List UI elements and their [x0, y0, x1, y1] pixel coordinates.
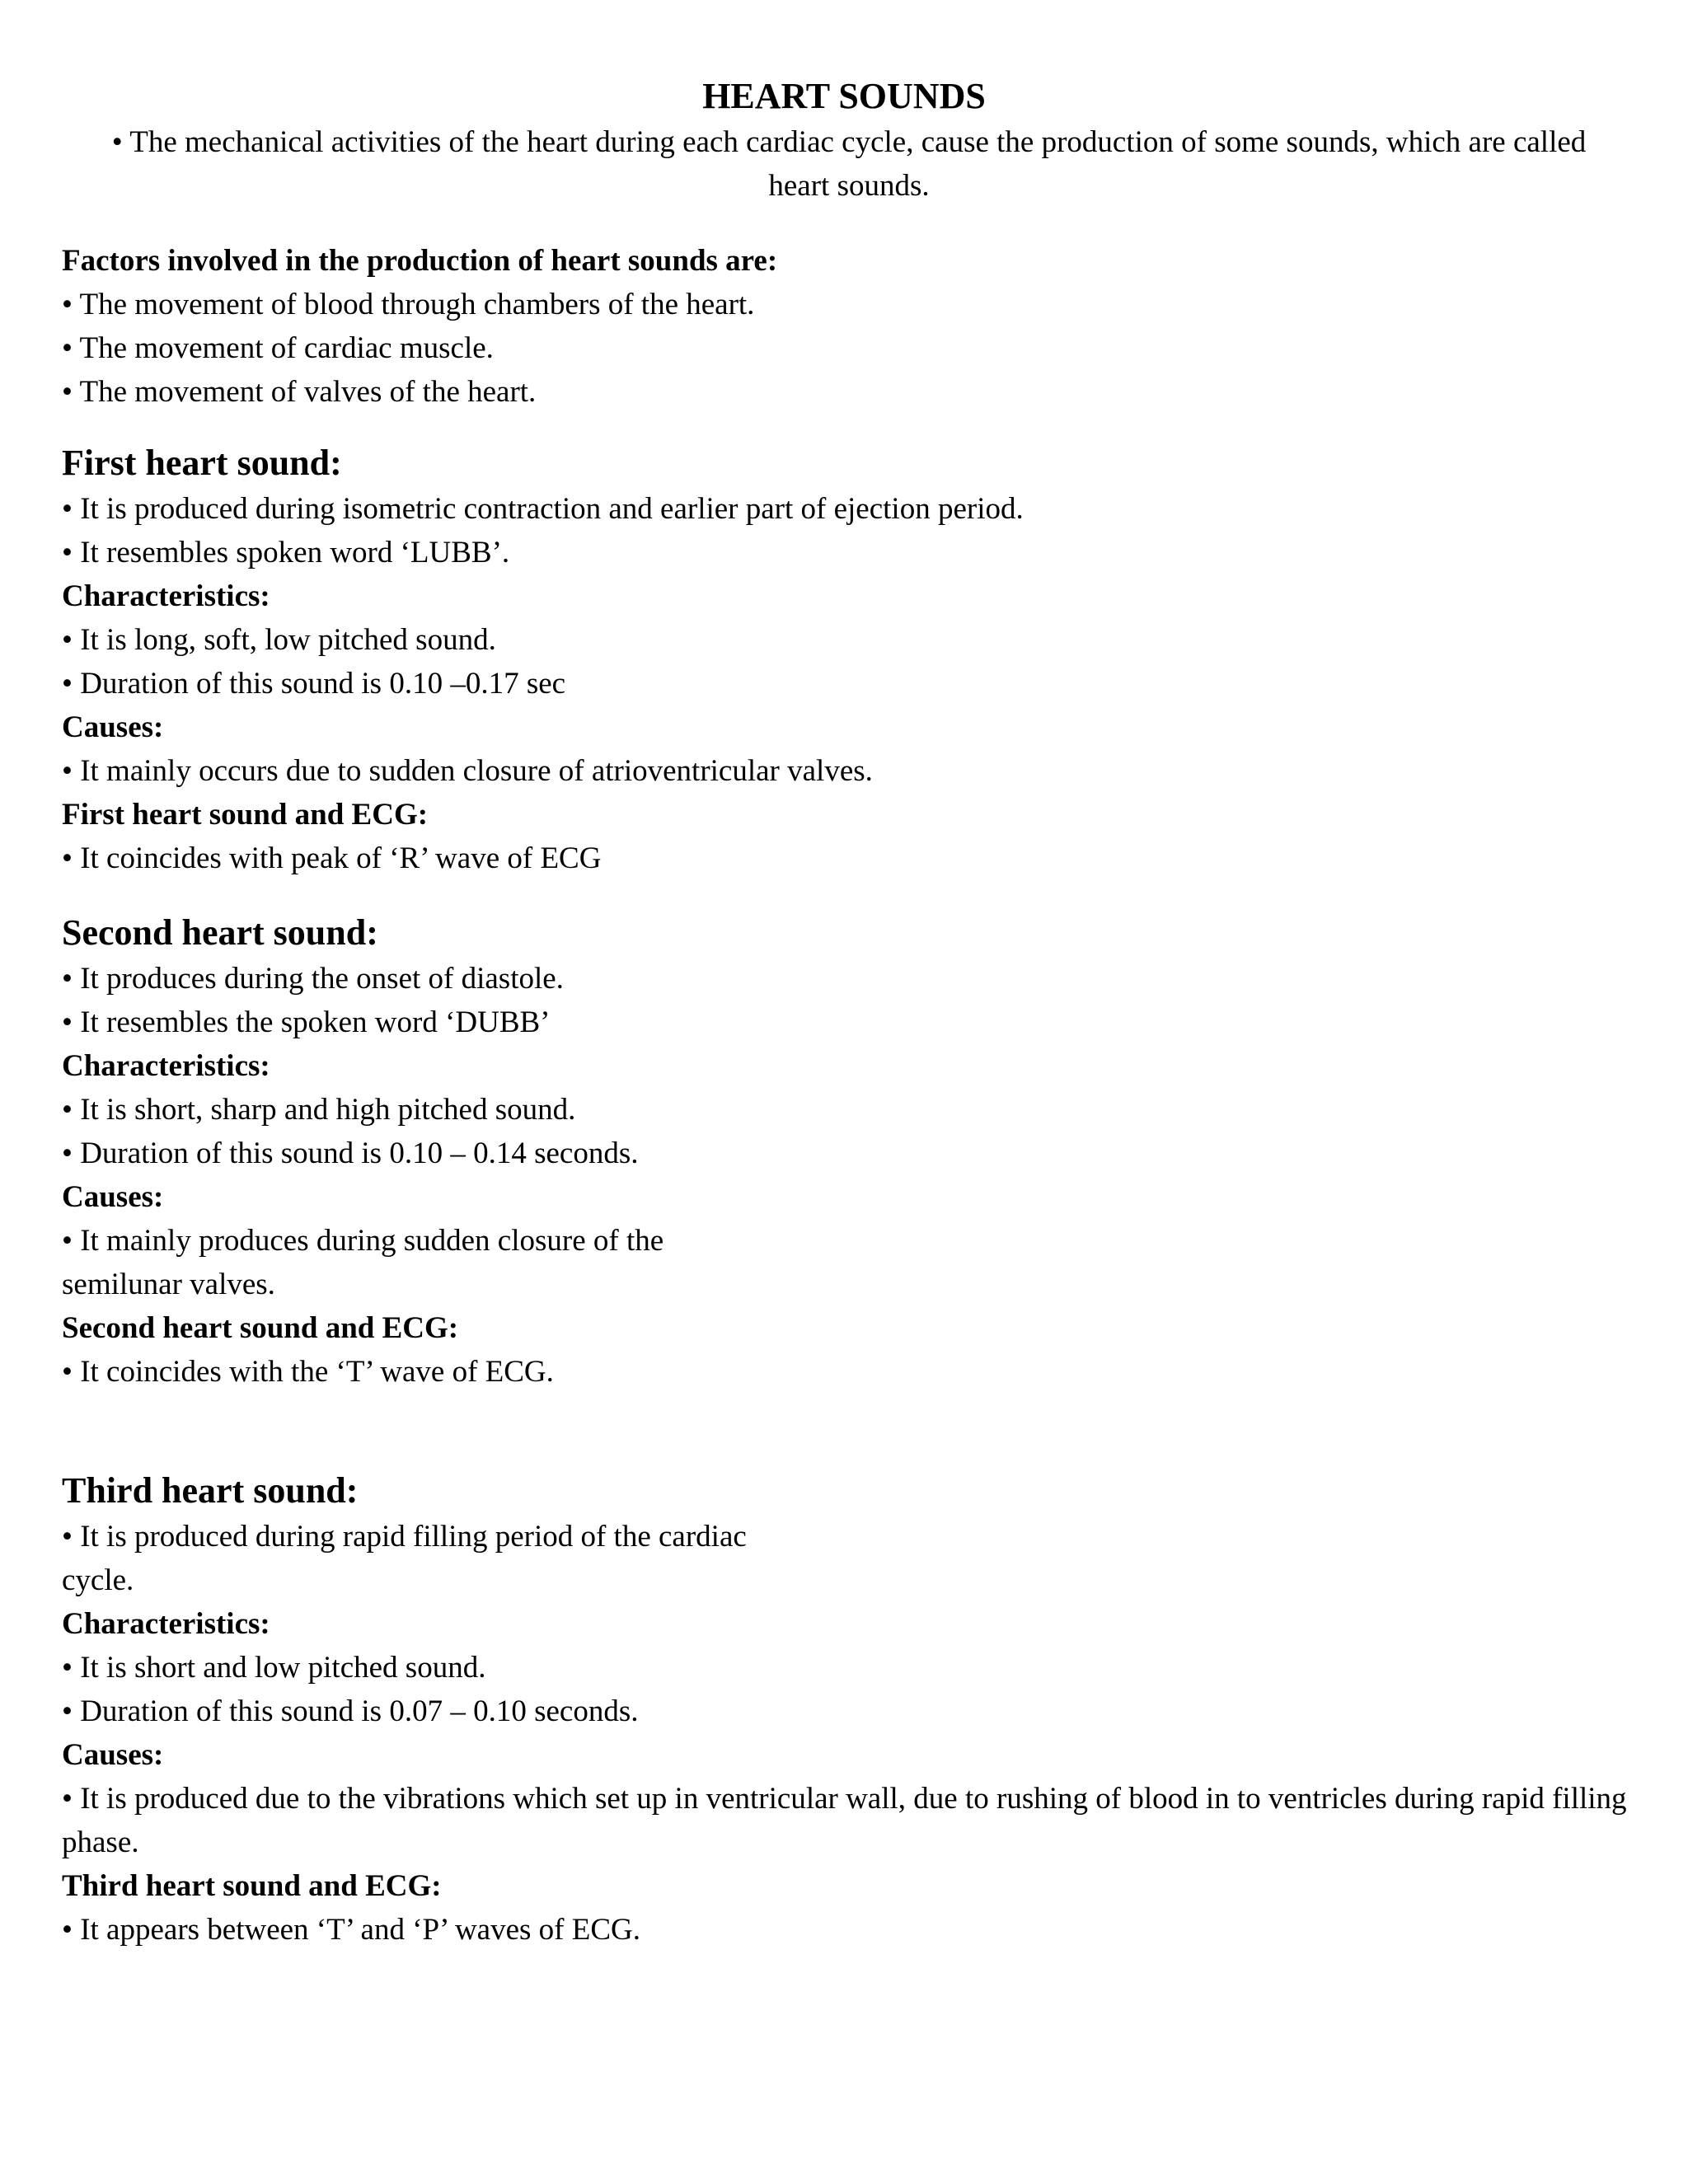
first-cause: • It mainly occurs due to sudden closure of atrioventricular valves.	[62, 754, 873, 788]
factors-section	[62, 239, 1628, 414]
second-characteristic: • It is short, sharp and high pitched sound.	[62, 1093, 576, 1127]
second-cause: • It mainly produces during sudden closure of the semilunar valves.	[62, 1224, 664, 1301]
third-cause: • It is produced due to the vibrations which set up in ventricular wall, due to rushing of blood in to ventricles during rapid filling phase.	[62, 1782, 1627, 1859]
third-ecg-item: • It appears between ‘T’ and ‘P’ waves of ECG.	[62, 1913, 640, 1947]
third-characteristics-heading: Characteristics:	[62, 1607, 270, 1641]
third-heart-sound-heading: Third heart sound:	[62, 1470, 359, 1511]
second-heart-sound-section	[62, 909, 1628, 1394]
factor-item: • The movement of valves of the heart.	[62, 375, 537, 409]
second-item: • It resembles the spoken word ‘DUBB’	[62, 1005, 551, 1039]
first-ecg-heading: First heart sound and ECG:	[62, 798, 429, 832]
first-heart-sound-section	[62, 439, 1628, 880]
third-characteristic: • It is short and low pitched sound.	[62, 1651, 486, 1685]
first-characteristics-heading: Characteristics:	[62, 579, 270, 613]
first-causes-heading: Causes:	[62, 710, 164, 744]
second-causes-heading: Causes:	[62, 1180, 164, 1214]
third-heart-sound-section	[62, 1467, 1628, 1952]
intro-paragraph: • The mechanical activities of the heart during each cardiac cycle, cause the production of some sounds, which are called heart sounds.	[111, 125, 1587, 203]
second-characteristic: • Duration of this sound is 0.10 – 0.14 seconds.	[62, 1137, 639, 1170]
factors-heading: Factors involved in the production of heart sounds are:	[62, 244, 778, 278]
first-characteristic: • Duration of this sound is 0.10 –0.17 sec	[62, 667, 566, 701]
first-item: • It resembles spoken word ‘LUBB’.	[62, 536, 510, 569]
first-characteristic: • It is long, soft, low pitched sound.	[62, 623, 496, 657]
second-ecg-heading: Second heart sound and ECG:	[62, 1311, 459, 1345]
factor-item: • The movement of cardiac muscle.	[62, 331, 494, 365]
second-heart-sound-heading: Second heart sound:	[62, 912, 378, 953]
factor-item: • The movement of blood through chambers of the heart.	[62, 288, 755, 321]
first-item: • It is produced during isometric contraction and earlier part of ejection period.	[62, 492, 1024, 526]
page-title: HEART SOUNDS	[702, 76, 986, 116]
third-characteristic: • Duration of this sound is 0.07 – 0.10 seconds.	[62, 1694, 639, 1728]
third-causes-heading: Causes:	[62, 1738, 164, 1772]
second-ecg-item: • It coincides with the ‘T’ wave of ECG.	[62, 1355, 554, 1389]
third-ecg-heading: Third heart sound and ECG:	[62, 1869, 442, 1903]
first-heart-sound-heading: First heart sound:	[62, 443, 342, 483]
second-item: • It produces during the onset of diastole.	[62, 962, 564, 996]
first-ecg-item: • It coincides with peak of ‘R’ wave of ECG	[62, 841, 602, 875]
second-characteristics-heading: Characteristics:	[62, 1049, 270, 1083]
third-item: • It is produced during rapid filling period of the cardiac cycle.	[62, 1520, 747, 1597]
